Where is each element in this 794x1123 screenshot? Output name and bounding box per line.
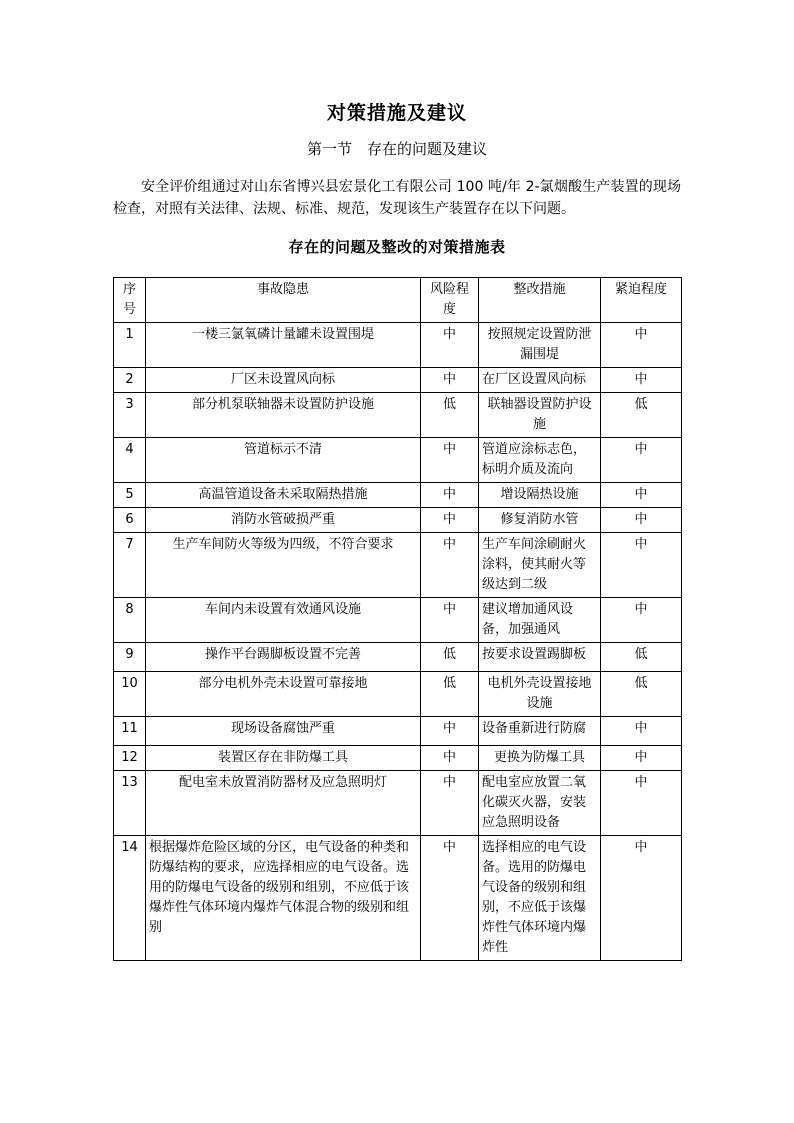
cell-hazard: 管道标示不清 xyxy=(146,438,421,483)
column-header-index: 序号 xyxy=(114,278,146,323)
cell-index: 4 xyxy=(114,438,146,483)
cell-urgency: 中 xyxy=(601,746,682,771)
cell-hazard: 装置区存在非防爆工具 xyxy=(146,746,421,771)
cell-index: 14 xyxy=(114,836,146,961)
cell-index: 1 xyxy=(114,323,146,368)
cell-index: 8 xyxy=(114,598,146,643)
cell-action: 在厂区设置风向标 xyxy=(479,368,601,393)
cell-action: 电机外壳设置接地设施 xyxy=(479,672,601,717)
cell-hazard: 消防水管破损严重 xyxy=(146,508,421,533)
cell-action: 按要求设置踢脚板 xyxy=(479,643,601,672)
cell-urgency: 中 xyxy=(601,368,682,393)
cell-action: 联轴器设置防护设施 xyxy=(479,393,601,438)
cell-action: 管道应涂标志色，标明介质及流向 xyxy=(479,438,601,483)
table-row xyxy=(114,393,682,438)
issues-table-body xyxy=(114,323,682,961)
cell-action: 按照规定设置防泄漏围堤 xyxy=(479,323,601,368)
cell-hazard: 部分机泵联轴器未设置防护设施 xyxy=(146,393,421,438)
table-row xyxy=(114,598,682,643)
table-row xyxy=(114,508,682,533)
cell-hazard: 一楼三氯氧磷计量罐未设置围堤 xyxy=(146,323,421,368)
cell-hazard: 生产车间防火等级为四级，不符合要求 xyxy=(146,533,421,598)
cell-action: 增设隔热设施 xyxy=(479,483,601,508)
cell-action: 生产车间涂刷耐火涂料，使其耐火等级达到二级 xyxy=(479,533,601,598)
cell-risk: 中 xyxy=(421,836,479,961)
cell-risk: 低 xyxy=(421,672,479,717)
cell-action: 配电室应放置二氧化碳灭火器，安装应急照明设备 xyxy=(479,771,601,836)
table-row xyxy=(114,533,682,598)
cell-hazard: 现场设备腐蚀严重 xyxy=(146,717,421,746)
table-row xyxy=(114,323,682,368)
table-row xyxy=(114,746,682,771)
table-caption: 存在的问题及整改的对策措施表 xyxy=(288,238,506,256)
table-row xyxy=(114,717,682,746)
cell-action: 设备重新进行防腐 xyxy=(479,717,601,746)
cell-index: 11 xyxy=(114,717,146,746)
cell-hazard: 操作平台踢脚板设置不完善 xyxy=(146,643,421,672)
section-heading: 第一节 存在的问题及建议 xyxy=(306,140,487,158)
cell-risk: 中 xyxy=(421,771,479,836)
cell-hazard: 部分电机外壳未设置可靠接地 xyxy=(146,672,421,717)
cell-risk: 中 xyxy=(421,717,479,746)
table-row xyxy=(114,368,682,393)
cell-urgency: 中 xyxy=(601,508,682,533)
cell-action: 建议增加通风设备，加强通风 xyxy=(479,598,601,643)
cell-risk: 低 xyxy=(421,643,479,672)
table-row xyxy=(114,672,682,717)
table-row xyxy=(114,771,682,836)
cell-risk: 中 xyxy=(421,746,479,771)
cell-urgency: 中 xyxy=(601,483,682,508)
column-header-hazard: 事故隐患 xyxy=(146,278,421,323)
cell-urgency: 中 xyxy=(601,717,682,746)
cell-hazard: 根据爆炸危险区域的分区，电气设备的种类和防爆结构的要求，应选择相应的电气设备。选用的防爆电气设备的级别和组别，不应低于该爆炸性气体环境内爆炸气体混合物的级别和组别 xyxy=(146,836,421,961)
cell-urgency: 中 xyxy=(601,836,682,961)
column-header-urgency: 紧迫程度 xyxy=(601,278,682,323)
cell-urgency: 中 xyxy=(601,533,682,598)
cell-hazard: 厂区未设置风向标 xyxy=(146,368,421,393)
cell-risk: 中 xyxy=(421,368,479,393)
cell-risk: 低 xyxy=(421,393,479,438)
intro-paragraph: 安全评价组通过对山东省博兴县宏景化工有限公司 100 吨/年 2-氯烟酸生产装置的现场检查，对照有关法律、法规、标准、规范，发现该生产装置存在以下问题。 xyxy=(113,179,681,217)
cell-hazard: 配电室未放置消防器材及应急照明灯 xyxy=(146,771,421,836)
cell-hazard: 车间内未设置有效通风设施 xyxy=(146,598,421,643)
cell-hazard: 高温管道设备未采取隔热措施 xyxy=(146,483,421,508)
cell-action: 更换为防爆工具 xyxy=(479,746,601,771)
cell-index: 5 xyxy=(114,483,146,508)
cell-urgency: 中 xyxy=(601,598,682,643)
table-row xyxy=(114,836,682,961)
cell-risk: 中 xyxy=(421,483,479,508)
cell-risk: 中 xyxy=(421,438,479,483)
cell-index: 3 xyxy=(114,393,146,438)
table-header-row xyxy=(114,278,682,323)
cell-index: 2 xyxy=(114,368,146,393)
cell-action: 选择相应的电气设备。选用的防爆电气设备的级别和组别，不应低于该爆炸性气体环境内爆炸性 xyxy=(479,836,601,961)
cell-action: 修复消防水管 xyxy=(479,508,601,533)
cell-index: 6 xyxy=(114,508,146,533)
issues-table xyxy=(113,277,682,961)
table-row xyxy=(114,643,682,672)
cell-risk: 中 xyxy=(421,508,479,533)
cell-urgency: 中 xyxy=(601,771,682,836)
cell-risk: 中 xyxy=(421,323,479,368)
page-title: 对策措施及建议 xyxy=(326,102,467,124)
cell-index: 13 xyxy=(114,771,146,836)
cell-urgency: 低 xyxy=(601,672,682,717)
cell-risk: 中 xyxy=(421,533,479,598)
cell-index: 7 xyxy=(114,533,146,598)
cell-index: 10 xyxy=(114,672,146,717)
column-header-action: 整改措施 xyxy=(479,278,601,323)
cell-index: 9 xyxy=(114,643,146,672)
cell-risk: 中 xyxy=(421,598,479,643)
cell-urgency: 低 xyxy=(601,643,682,672)
table-row xyxy=(114,483,682,508)
column-header-risk: 风险程度 xyxy=(421,278,479,323)
cell-urgency: 中 xyxy=(601,323,682,368)
cell-index: 12 xyxy=(114,746,146,771)
cell-urgency: 中 xyxy=(601,438,682,483)
table-row xyxy=(114,438,682,483)
cell-urgency: 低 xyxy=(601,393,682,438)
